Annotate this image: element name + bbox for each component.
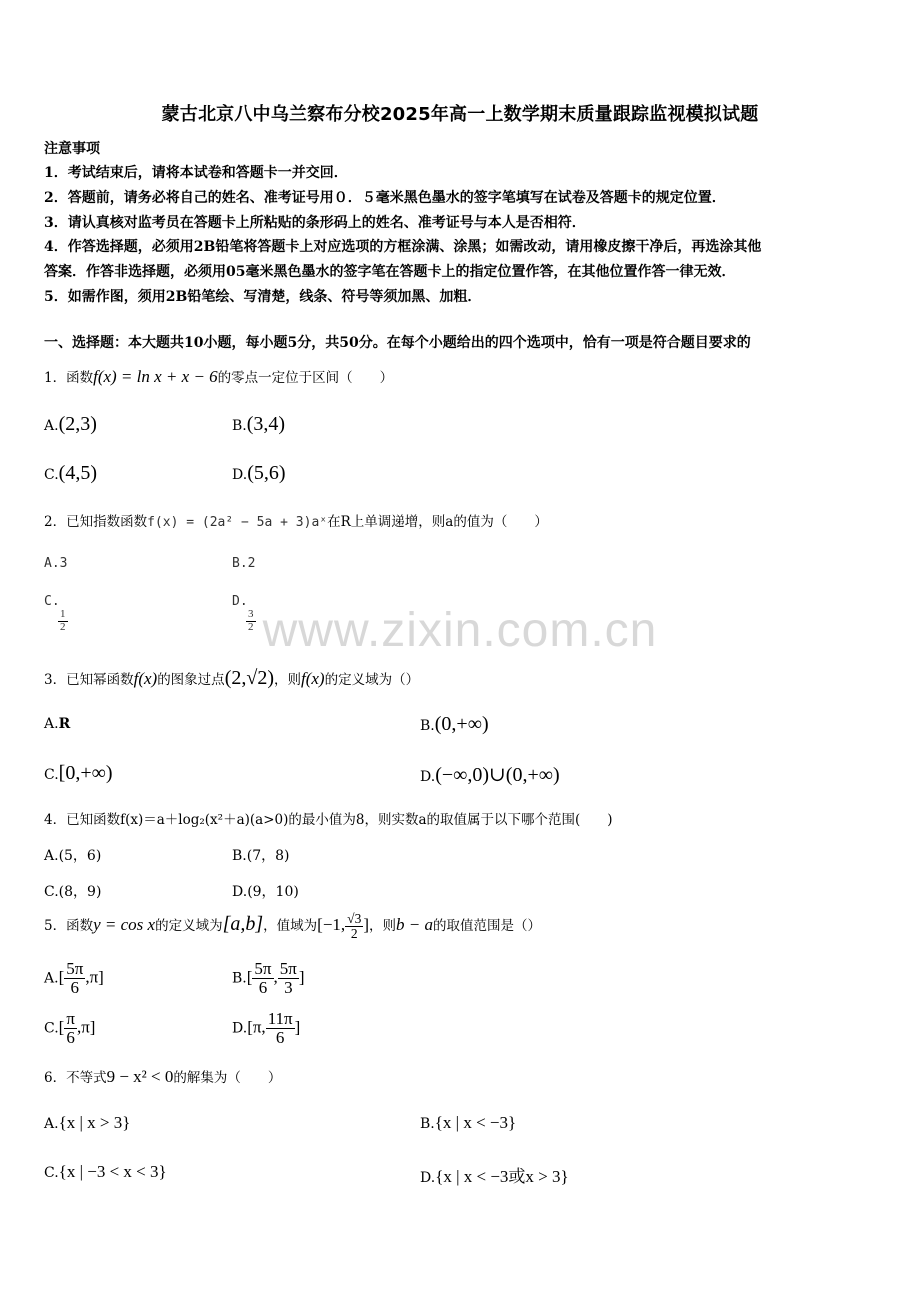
q3-point: (2,√2) — [224, 667, 274, 689]
question-3 — [44, 667, 419, 690]
q5-prefix: 5．函数 — [44, 918, 94, 935]
q2-prefix: 2．已知指数函数 — [44, 514, 148, 530]
bracket: ,π] — [76, 1017, 96, 1037]
q5-range-left: [−1, — [317, 915, 346, 935]
q3-text: ，则 — [273, 672, 301, 688]
q5-text: ，则 — [369, 918, 396, 935]
q3-option-d[interactable] — [420, 762, 560, 787]
option-value: R — [58, 716, 71, 732]
option-value: (4,5) — [58, 462, 97, 484]
q5-option-a[interactable] — [44, 960, 104, 997]
numerator: 5π — [66, 959, 84, 978]
option-label: C. — [44, 594, 60, 609]
question-1 — [44, 366, 393, 387]
denominator: 6 — [275, 1027, 285, 1047]
notice-item: 1．考试结束后，请将本试卷和答题卡一并交回． — [44, 165, 348, 181]
fraction — [64, 1010, 77, 1047]
option-label: D. — [420, 769, 436, 785]
numerator: 3 — [248, 608, 254, 620]
question-2 — [44, 510, 548, 530]
fraction — [64, 960, 85, 997]
bracket: [π, — [247, 1017, 266, 1037]
notice-item: 5．如需作图，须用2B铅笔绘、写清楚，线条、符号等须加黑、加粗． — [44, 289, 482, 305]
q5-text: 的定义域为 — [155, 918, 223, 935]
option-value: {x | x < −3} — [434, 1113, 517, 1132]
denominator: 2 — [350, 926, 358, 942]
q5-range-fraction — [345, 912, 363, 941]
option-label: A. — [44, 1116, 59, 1132]
notice-heading: 注意事项 — [44, 141, 100, 157]
watermark: www.zixin.com.cn — [262, 604, 658, 657]
option-value: {x | x < −3或x > 3} — [435, 1167, 569, 1186]
option-value: (8，9) — [58, 884, 102, 900]
option-label: B. — [232, 556, 248, 571]
option-value: (5,6) — [247, 462, 286, 484]
option-value: (−∞,0)∪(0,+∞) — [435, 764, 560, 786]
q6-suffix: 的解集为（ ） — [173, 1070, 282, 1086]
q2-function: f(x) = (2a² − 5a + 3)aˣ — [147, 515, 328, 530]
denominator: 6 — [258, 977, 268, 997]
q4-option-d[interactable] — [232, 881, 299, 901]
q5-domain: [a,b] — [222, 913, 264, 936]
numerator: 5π — [279, 959, 297, 978]
option-value: (7，8) — [246, 848, 290, 864]
option-label: B. — [232, 418, 247, 434]
q6-prefix: 6．不等式 — [44, 1070, 107, 1086]
notice-item: 4．作答选择题，必须用2B铅笔将答题卡上对应选项的方框涂满、涂黑；如需改动，请用橡皮擦干净后，再选涂其他 — [44, 239, 762, 255]
bracket: ] — [294, 1017, 301, 1037]
option-value: [0,+∞) — [58, 762, 113, 784]
q5-suffix: 的取值范围是（） — [432, 918, 541, 935]
q4-option-a[interactable] — [44, 845, 101, 865]
option-label: A. — [44, 848, 59, 864]
option-value: (9，10) — [247, 884, 299, 900]
numerator: √3 — [347, 911, 362, 926]
q5-text: ，值域为 — [263, 918, 318, 935]
q3-option-b[interactable] — [420, 713, 489, 736]
numerator: 5π — [254, 959, 272, 978]
bracket: [ — [246, 967, 253, 987]
notice-item: 2．答题前，请务必将自己的姓名、准考证号用０．５毫米黑色墨水的签字笔填写在试卷及答题卡的规定位置． — [44, 190, 726, 206]
denominator: 2 — [248, 620, 254, 633]
option-label: B. — [232, 970, 247, 987]
notice-item: 答案．作答非选择题，必须用05毫米黑色墨水的签字笔在答题卡上的指定位置作答，在其他位置作答一律无效． — [44, 264, 736, 280]
bracket: [ — [58, 1017, 65, 1037]
option-label: D. — [232, 467, 248, 483]
option-value: (2,3) — [58, 413, 97, 435]
option-value: (5，6) — [58, 848, 102, 864]
q6-option-b[interactable] — [420, 1113, 516, 1133]
option-label: D. — [232, 884, 248, 900]
q3-suffix: 的定义域为（） — [324, 672, 420, 688]
q5-option-c[interactable] — [44, 1010, 95, 1047]
option-label: B. — [232, 848, 247, 864]
q3-text: 的图象过点 — [157, 672, 225, 688]
option-label: A. — [44, 970, 59, 987]
q1-function: f(x) = ln x + x − 6 — [93, 367, 218, 386]
q1-option-a[interactable] — [44, 413, 97, 436]
notice-item: 3．请认真核对监考员在答题卡上所粘贴的条形码上的姓名、准考证号与本人是否相符． — [44, 215, 586, 231]
option-label: C. — [44, 767, 59, 783]
q3-option-c[interactable] — [44, 762, 113, 785]
bracket: ] — [298, 967, 305, 987]
q4-option-c[interactable] — [44, 881, 101, 901]
q6-option-d[interactable] — [420, 1162, 569, 1187]
option-label: A. — [44, 418, 59, 434]
q1-option-c[interactable] — [44, 462, 97, 485]
q6-option-c[interactable] — [44, 1162, 167, 1182]
denominator: 6 — [70, 977, 80, 997]
q3-prefix: 3．已知幂函数 — [44, 672, 134, 688]
denominator: 3 — [284, 977, 293, 997]
q4-option-b[interactable] — [232, 845, 290, 865]
option-label: C. — [44, 467, 59, 483]
option-value: {x | x > 3} — [58, 1113, 131, 1132]
q3-function: f(x) — [300, 669, 325, 688]
option-value: 3 — [59, 556, 68, 571]
q3-option-a[interactable] — [44, 716, 70, 732]
q5-function: y = cos x — [93, 915, 156, 935]
bracket: ,π] — [85, 967, 104, 987]
q1-suffix: 的零点一定位于区间（ ） — [217, 370, 394, 386]
numerator: π — [66, 1009, 75, 1028]
fraction — [278, 960, 299, 997]
q3-function: f(x) — [133, 669, 158, 688]
section-heading: 一、选择题：本大题共10小题，每小题5分，共50分。在每个小题给出的四个选项中，恰有一项是符合题目要求的 — [44, 335, 751, 351]
page-title: 蒙古北京八中乌兰察布分校2025年高一上数学期末质量跟踪监视模拟试题 — [161, 104, 759, 125]
q2-suffix: 在R上单调递增，则a的值为（ ） — [327, 514, 548, 530]
q1-option-d[interactable] — [232, 462, 286, 485]
q1-option-b[interactable] — [232, 413, 285, 436]
q6-inequality: 9 − x² < 0 — [106, 1067, 174, 1086]
option-value: (3,4) — [246, 413, 286, 435]
option-label: D. — [232, 594, 248, 609]
separator: , — [273, 967, 278, 987]
question-5 — [44, 912, 541, 941]
option-label: B. — [420, 718, 435, 734]
q6-option-a[interactable] — [44, 1113, 130, 1133]
option-label: B. — [420, 1116, 435, 1132]
numerator: 11π — [267, 1009, 293, 1028]
denominator: 2 — [60, 620, 66, 633]
option-label: C. — [44, 884, 59, 900]
q5-option-b[interactable] — [232, 960, 305, 997]
numerator: 1 — [60, 608, 66, 620]
bracket: [ — [58, 967, 65, 987]
denominator: 6 — [66, 1027, 75, 1047]
option-label: C. — [44, 1020, 59, 1037]
fraction — [266, 1010, 295, 1047]
option-label: A. — [44, 716, 59, 732]
option-value: 2 — [247, 556, 256, 571]
fraction — [252, 960, 273, 997]
q2-option-a[interactable] — [44, 556, 67, 571]
question-4: 4．已知函数f(x)＝a＋log₂(x²＋a)(a>0)的最小值为8，则实数a的取值属于以下哪个范围( ) — [44, 812, 613, 828]
q5-expr: b − a — [396, 915, 433, 935]
option-value: {x | −3 < x < 3} — [58, 1162, 167, 1181]
option-label: D. — [232, 1020, 248, 1037]
q2-option-b[interactable] — [232, 556, 255, 571]
option-label: D. — [420, 1170, 436, 1186]
option-label: C. — [44, 1165, 59, 1181]
question-6 — [44, 1066, 281, 1087]
q1-prefix: 1．函数 — [44, 370, 94, 386]
option-value: (0,+∞) — [434, 713, 489, 735]
option-label: A. — [44, 556, 60, 571]
q5-option-d[interactable] — [232, 1010, 300, 1047]
q5-range-right: ] — [363, 915, 369, 935]
